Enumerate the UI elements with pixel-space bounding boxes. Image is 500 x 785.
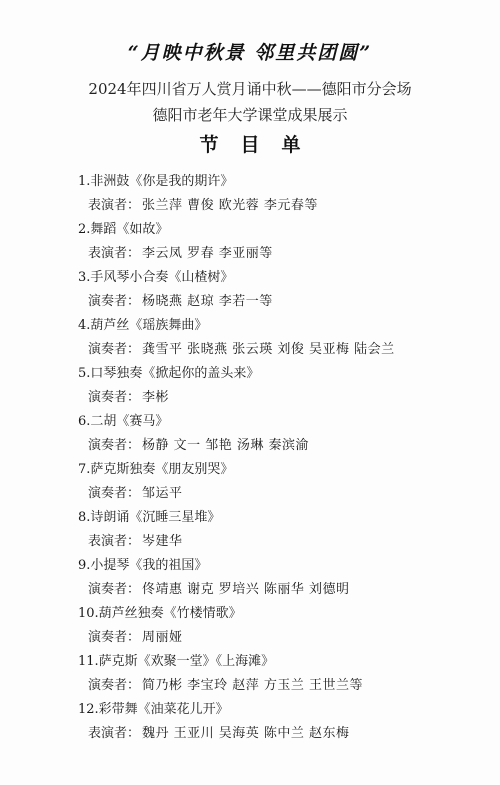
- program-performers-line: [78, 194, 478, 218]
- performer-names: 邹运平: [142, 486, 183, 501]
- program-performers-line: [78, 386, 478, 410]
- program-item: [78, 458, 478, 506]
- performer-role-label: 演奏者：: [88, 582, 141, 597]
- program-item: [78, 170, 478, 218]
- program-item: [78, 266, 478, 314]
- performer-names: 杨晓燕 赵琼 李若一等: [142, 294, 273, 309]
- performer-role-label: 演奏者：: [88, 630, 141, 645]
- program-title: 10.葫芦丝独奏《竹楼情歌》: [78, 606, 242, 621]
- event-slogan: “月映中秋景 邻里共团圆”: [127, 42, 373, 64]
- event-subtitle: 2024年四川省万人赏月诵中秋——德阳市分会场: [88, 80, 412, 98]
- performer-role-label: 表演者：: [88, 534, 141, 549]
- performer-role-label: 演奏者：: [88, 390, 141, 405]
- program-title: 9.小提琴《我的祖国》: [78, 558, 208, 573]
- performer-names: 魏丹 王亚川 吴海英 陈中兰 赵东梅: [142, 726, 350, 741]
- performer-names: 李云凤 罗春 李亚丽等: [142, 246, 273, 261]
- performer-role-label: 表演者：: [88, 726, 141, 741]
- program-performers-line: [78, 578, 478, 602]
- program-title: 2.舞蹈《如故》: [78, 222, 169, 237]
- program-item: [78, 554, 478, 602]
- program-title: 5.口琴独奏《掀起你的盖头来》: [78, 366, 260, 381]
- performer-names: 龚雪平 张晓燕 张云瑛 刘俊 吴亚梅 陆会兰: [142, 342, 395, 357]
- program-item: [78, 218, 478, 266]
- program-performers-line: [78, 290, 478, 314]
- performer-names: 张兰萍 曹俊 欧光蓉 李元春等: [142, 198, 318, 213]
- program-list-title: 节目单: [199, 134, 323, 156]
- program-title: 1.非洲鼓《你是我的期许》: [78, 174, 234, 189]
- program-title: 7.萨克斯独奏《朋友别哭》: [78, 462, 234, 477]
- program-performers-line: [78, 626, 478, 650]
- performer-names: 简乃彬 李宝玲 赵萍 方玉兰 王世兰等: [142, 678, 364, 693]
- performer-role-label: 演奏者：: [88, 438, 141, 453]
- program-list: [78, 170, 478, 746]
- program-performers-line: [78, 674, 478, 698]
- performer-role-label: 演奏者：: [88, 294, 141, 309]
- program-title: 11.萨克斯《欢聚一堂》《上海滩》: [78, 654, 275, 669]
- program-performers-line: [78, 530, 478, 554]
- performer-role-label: 演奏者：: [88, 678, 141, 693]
- program-item: [78, 506, 478, 554]
- performer-names: 佟靖惠 谢克 罗培兴 陈丽华 刘德明: [142, 582, 350, 597]
- program-title: 4.葫芦丝《瑶族舞曲》: [78, 318, 208, 333]
- program-item: [78, 650, 478, 698]
- performer-role-label: 演奏者：: [88, 342, 141, 357]
- program-title: 3.手风琴小合奏《山楂树》: [78, 270, 234, 285]
- program-performers-line: [78, 338, 478, 362]
- program-performers-line: [78, 242, 478, 266]
- program-title: 12.彩带舞《油菜花儿开》: [78, 702, 229, 717]
- program-item: [78, 602, 478, 650]
- program-performers-line: [78, 434, 478, 458]
- performer-role-label: 演奏者：: [88, 486, 141, 501]
- program-item: [78, 314, 478, 362]
- program-item: [78, 698, 478, 746]
- organizer-subtitle: 德阳市老年大学课堂成果展示: [152, 106, 348, 124]
- performer-names: 岑建华: [142, 534, 183, 549]
- program-performers-line: [78, 482, 478, 506]
- performer-role-label: 表演者：: [88, 246, 141, 261]
- program-title: 8.诗朗诵《沉睡三星堆》: [78, 510, 221, 525]
- program-performers-line: [78, 722, 478, 746]
- performer-role-label: 表演者：: [88, 198, 141, 213]
- performer-names: 李彬: [142, 390, 170, 405]
- program-title: 6.二胡《赛马》: [78, 414, 169, 429]
- performer-names: 周丽娅: [142, 630, 183, 645]
- performer-names: 杨静 文一 邹艳 汤琳 秦滨渝: [142, 438, 310, 453]
- program-item: [78, 362, 478, 410]
- program-item: [78, 410, 478, 458]
